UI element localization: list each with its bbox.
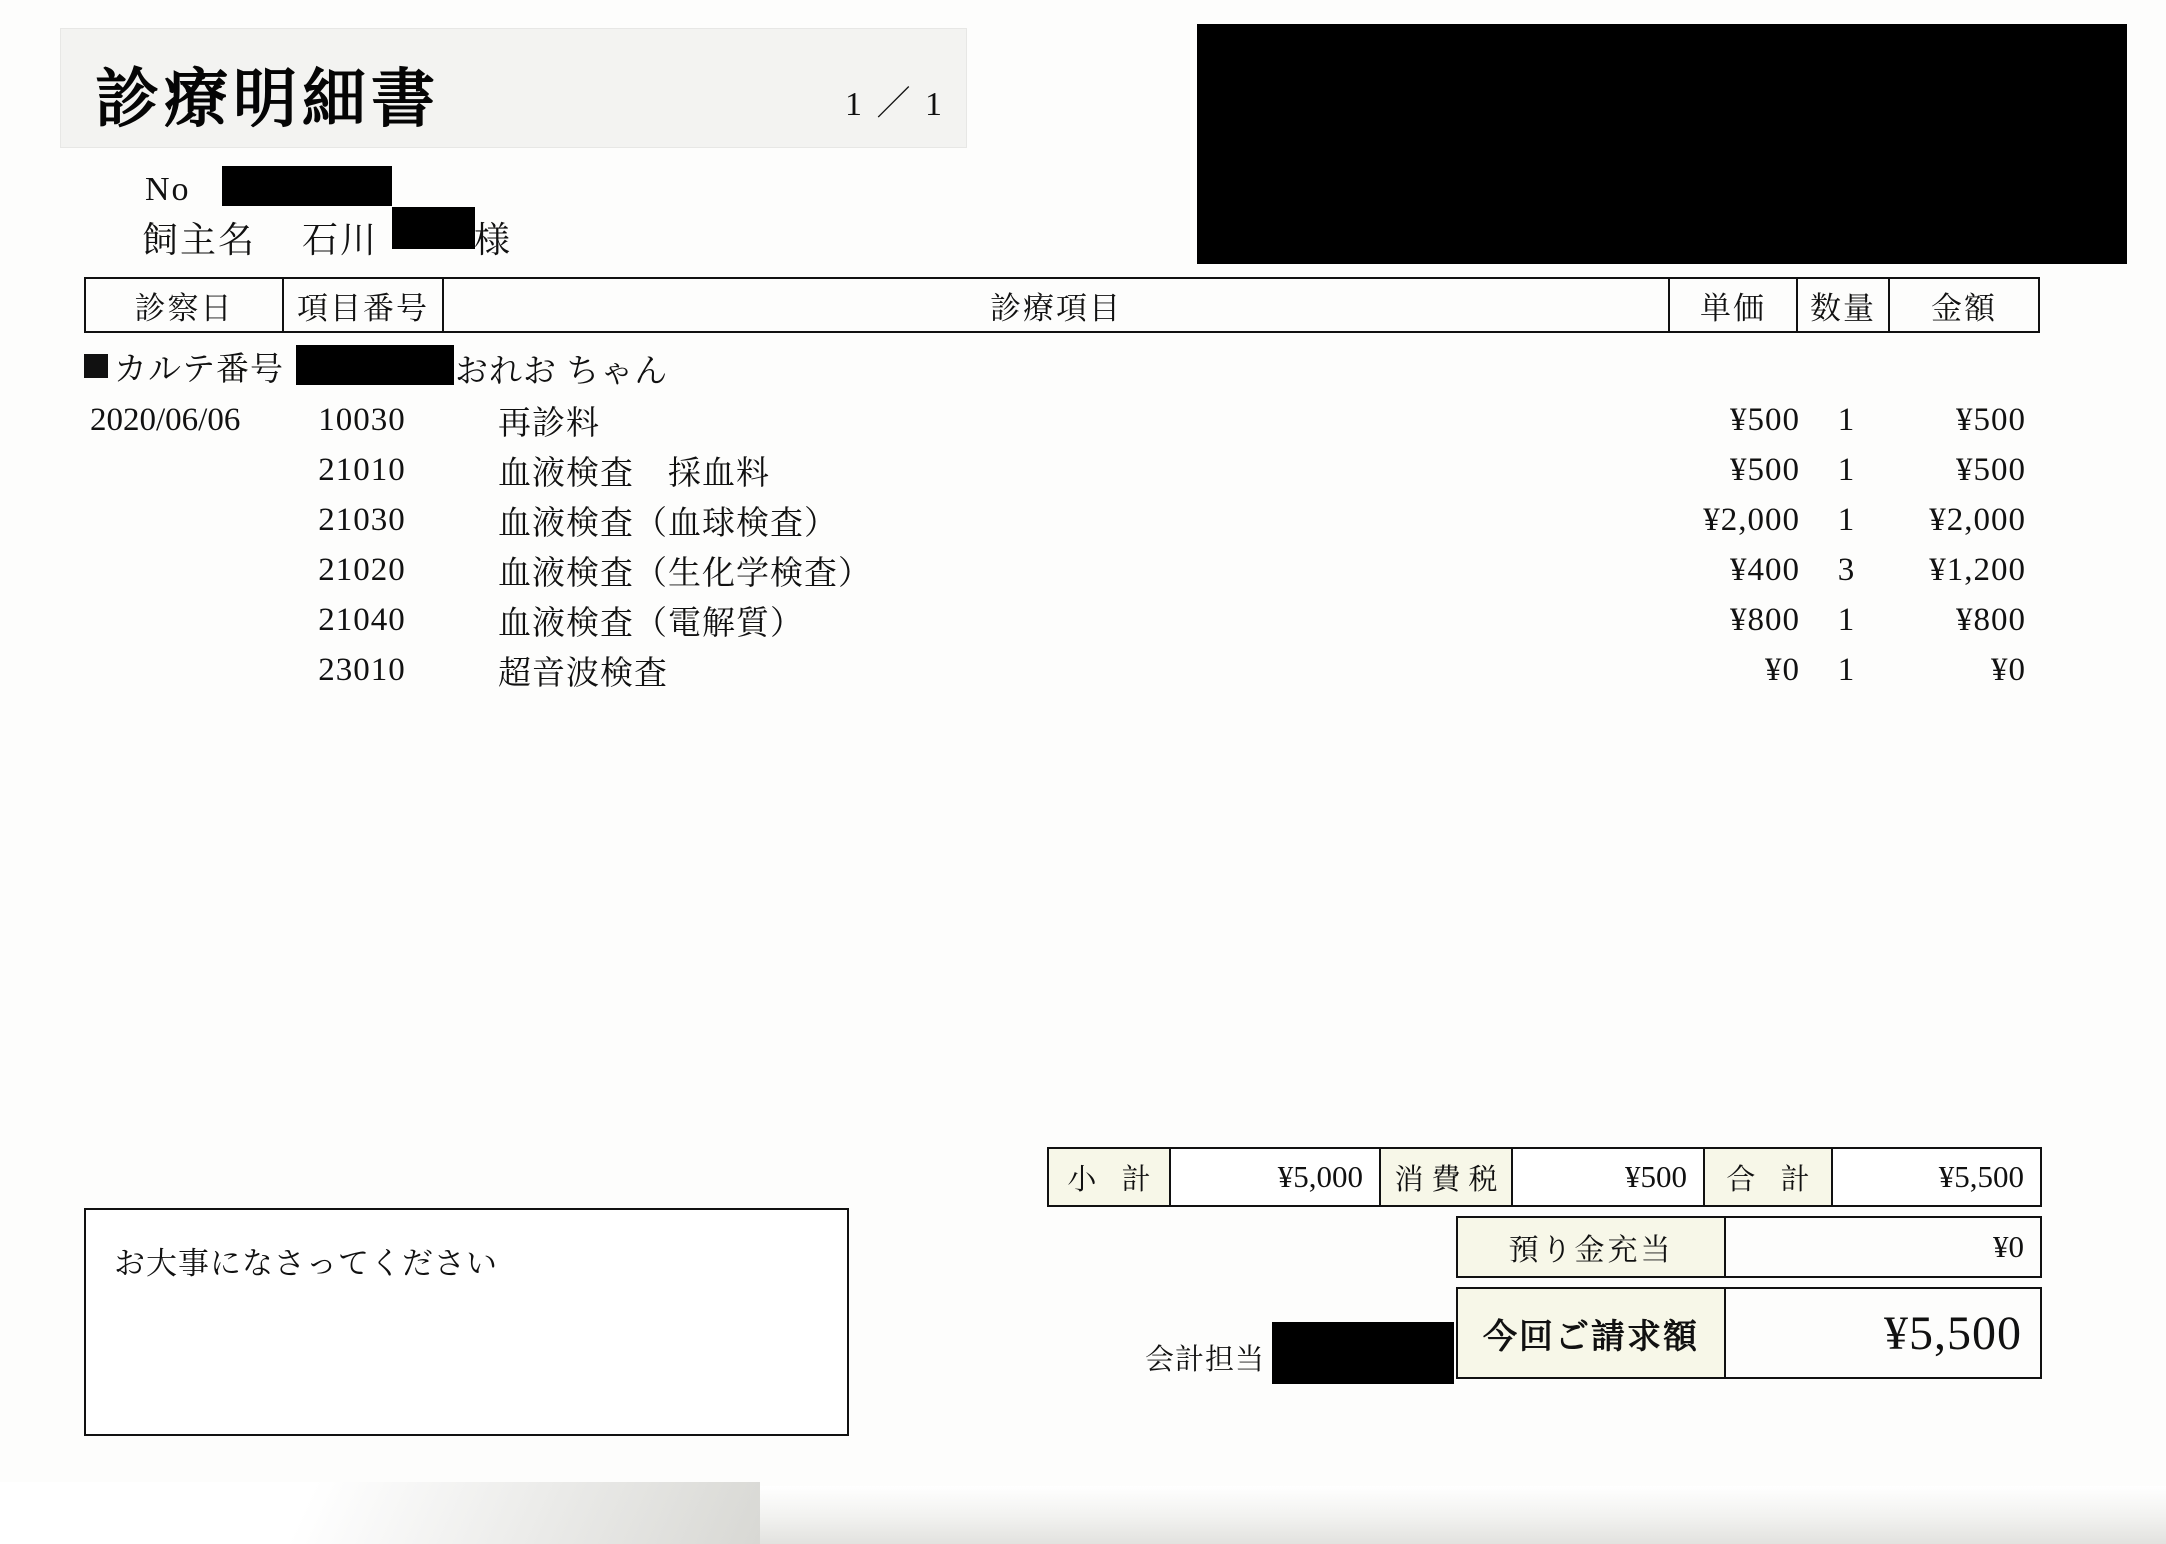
tax-label: 消費税 <box>1381 1149 1513 1205</box>
cell-item: 超音波検査 <box>498 655 668 692</box>
scan-corner-shadow <box>0 1482 760 1544</box>
karte-number-line <box>84 345 284 387</box>
line-items-table-header <box>84 277 2040 333</box>
deposit-row <box>1456 1216 2042 1278</box>
table-row <box>84 545 2040 595</box>
redacted-staff-name <box>1272 1322 1454 1384</box>
cell-code: 21030 <box>318 501 406 538</box>
message-text: お大事になさってください <box>114 1246 498 1281</box>
karte-label: カルテ番号 <box>114 351 284 388</box>
cell-quantity: 1 <box>1837 651 1855 688</box>
staff-label: 会計担当 <box>1145 1344 1266 1376</box>
redacted-no-value <box>222 166 392 206</box>
cell-unit-price: ¥500 <box>1730 451 1800 488</box>
cell-code: 10030 <box>318 401 406 438</box>
total-label: 合 計 <box>1705 1149 1833 1205</box>
subtotal-value: ¥5,000 <box>1171 1149 1381 1205</box>
cell-quantity: 1 <box>1837 601 1855 638</box>
cell-amount: ¥2,000 <box>1929 501 2026 538</box>
table-row <box>84 395 2040 445</box>
redacted-owner-given-name <box>392 207 475 249</box>
owner-honorific: 様 <box>474 220 511 260</box>
page-indicator: 1 ／ 1 <box>845 86 945 123</box>
billed-amount-row <box>1456 1287 2042 1379</box>
table-row <box>84 595 2040 645</box>
cell-unit-price: ¥500 <box>1730 401 1800 438</box>
cell-code: 21020 <box>318 551 406 588</box>
owner-label: 飼主名 <box>142 220 257 260</box>
cell-item: 血液検査（血球検査） <box>498 505 838 542</box>
cell-code: 23010 <box>318 651 406 688</box>
cell-date: 2020/06/06 <box>90 401 241 438</box>
cell-amount: ¥800 <box>1956 601 2026 638</box>
cell-unit-price: ¥2,000 <box>1703 501 1800 538</box>
cell-unit-price: ¥400 <box>1730 551 1800 588</box>
cell-unit-price: ¥0 <box>1765 651 1800 688</box>
cell-unit-price: ¥800 <box>1730 601 1800 638</box>
deposit-label: 預り金充当 <box>1458 1218 1726 1276</box>
line-items-body <box>84 395 2040 695</box>
bullet-square-icon <box>84 354 108 378</box>
column-header-item: 診療項目 <box>444 279 1670 331</box>
table-row <box>84 645 2040 695</box>
billed-amount-label: 今回ご請求額 <box>1458 1289 1726 1377</box>
deposit-value: ¥0 <box>1993 1229 2024 1264</box>
message-box <box>84 1208 849 1436</box>
billed-amount-value: ¥5,500 <box>1884 1306 2022 1360</box>
cell-amount: ¥1,200 <box>1929 551 2026 588</box>
redacted-clinic-info <box>1197 24 2127 264</box>
cell-code: 21040 <box>318 601 406 638</box>
page-title: 診療明細書 <box>95 63 440 137</box>
column-header-quantity: 数量 <box>1798 279 1890 331</box>
subtotal-label: 小 計 <box>1049 1149 1171 1205</box>
total-value: ¥5,500 <box>1833 1149 2040 1205</box>
cell-item: 再診料 <box>498 405 600 442</box>
table-row <box>84 445 2040 495</box>
no-label: No <box>145 171 191 208</box>
cell-amount: ¥500 <box>1956 401 2026 438</box>
redacted-karte-number <box>296 345 454 385</box>
owner-name: 石川 <box>302 220 379 260</box>
totals-row <box>1047 1147 2042 1207</box>
cell-amount: ¥0 <box>1991 651 2026 688</box>
cell-quantity: 1 <box>1837 401 1855 438</box>
cell-quantity: 1 <box>1837 451 1855 488</box>
cell-code: 21010 <box>318 451 406 488</box>
table-row <box>84 495 2040 545</box>
cell-amount: ¥500 <box>1956 451 2026 488</box>
tax-value: ¥500 <box>1513 1149 1705 1205</box>
cell-item: 血液検査（電解質） <box>498 605 804 642</box>
cell-quantity: 1 <box>1837 501 1855 538</box>
cell-quantity: 3 <box>1837 551 1855 588</box>
column-header-unit-price: 単価 <box>1670 279 1798 331</box>
column-header-amount: 金額 <box>1931 290 1997 326</box>
cell-item: 血液検査（生化学検査） <box>498 555 872 592</box>
pet-name: おれお ちゃん <box>455 354 669 390</box>
column-header-date: 診察日 <box>86 279 284 331</box>
column-header-code: 項目番号 <box>284 279 444 331</box>
cell-item: 血液検査 採血料 <box>498 455 770 492</box>
